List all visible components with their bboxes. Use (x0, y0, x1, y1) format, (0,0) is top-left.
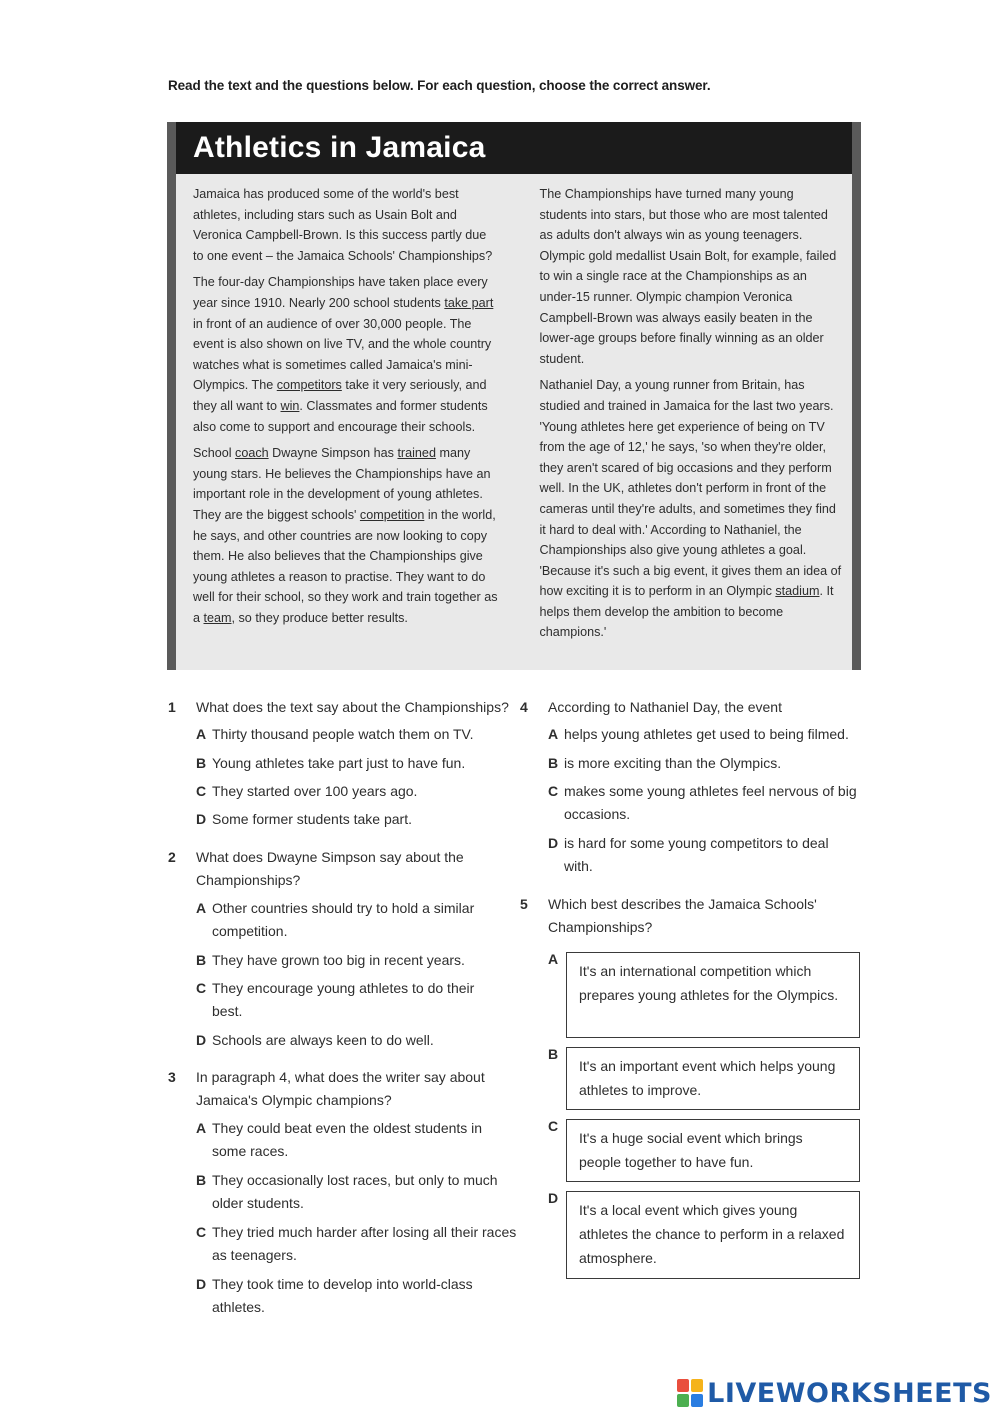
option-text: Schools are always keen to do well. (212, 1032, 434, 1048)
answer-option-1c[interactable] (196, 780, 512, 803)
stem-line: In paragraph 4, what does the writer say about (196, 1069, 485, 1085)
option-box[interactable]: It's a huge social event which brings people together to have fun. (566, 1119, 860, 1182)
option-letter: D (548, 1190, 559, 1206)
answer-option-2b[interactable] (196, 949, 512, 972)
option-box[interactable]: It's a local event which gives young athletes the chance to perform in a relaxed atmosphere. (566, 1191, 860, 1279)
underlined-word: take part (444, 295, 494, 310)
answer-option-2d[interactable] (196, 1029, 512, 1052)
text-run: Nathaniel Day, a young runner from Britain, has studied and trained in Jamaica for the last two years. 'Young athletes here get experience of being on TV from the age of 12,' he says, 'so when they're older, they aren't scared of big occasions and they perform well. In the UK, athletes don't perform in front of the cameras until they're adults, and sometimes they find it hard to deal with.' According to Nathaniel, the Championships also give young athletes a goal. 'Because it's such a big event, it gives them an idea of how exciting it is to perform in an Olympic (539, 378, 842, 599)
question-stem: What does the text say about the Championships? (196, 699, 509, 715)
option-text: makes some young athletes feel nervous of big occasions. (564, 783, 857, 822)
option-text: They could beat even the oldest students in some races. (212, 1120, 483, 1159)
option-letter: C (548, 783, 559, 799)
liveworksheets-logo[interactable] (677, 1376, 992, 1410)
option-text: Some former students take part. (212, 811, 412, 827)
option-text: helps young athletes get used to being filmed. (564, 726, 849, 742)
logo-square (691, 1379, 703, 1392)
question-1 (168, 696, 508, 836)
stem-line: Jamaica's Olympic champions? (196, 1092, 392, 1108)
option-text: They started over 100 years ago. (212, 783, 418, 799)
option-box[interactable]: It's an international competition which prepares young athletes for the Olympics. (566, 952, 860, 1038)
option-letter: A (548, 726, 559, 742)
option-letter: A (196, 726, 207, 742)
paragraph-1: Jamaica has produced some of the world's best athletes, including stars such as Usain Bolt and Veronica Campbell-Brown. Is this success partly due to one event – the Jamaica Schools' Championships? (193, 187, 493, 263)
question-3 (168, 1066, 518, 1316)
article-title: Athletics in Jamaica (176, 122, 852, 174)
logo-square (691, 1394, 703, 1407)
answer-option-1a[interactable] (196, 723, 512, 746)
option-text: Young athletes take part just to have fun. (212, 755, 466, 771)
question-stem (548, 893, 817, 939)
underlined-word: competition (359, 507, 425, 522)
question-5 (520, 893, 868, 953)
stem-line: What does Dwayne Simpson say about the (196, 849, 464, 865)
question-2 (168, 846, 508, 1056)
text-run: , so they produce better results. (231, 610, 408, 625)
answer-option-1d[interactable] (196, 808, 512, 831)
underlined-word: win (280, 398, 300, 413)
answer-option-3c[interactable] (196, 1221, 522, 1267)
stem-line: Championships? (196, 872, 301, 888)
text-run: The four-day Championships have taken place every year since 1910. Nearly 200 school students (193, 275, 488, 310)
option-letter: C (548, 1118, 559, 1134)
underlined-word: team (203, 610, 232, 625)
option-letter: B (196, 952, 207, 968)
paragraph-3 (193, 443, 498, 628)
underlined-word: stadium (775, 584, 820, 599)
option-letter: C (196, 783, 207, 799)
option-letter: A (196, 1120, 207, 1136)
option-letter: C (196, 1224, 207, 1240)
underlined-word: coach (235, 446, 269, 461)
stem-line: Championships? (548, 919, 653, 935)
article-panel (167, 122, 861, 670)
option-box[interactable]: It's an important event which helps young athletes to improve. (566, 1047, 860, 1110)
questions-section (168, 696, 868, 1336)
question-number: 5 (520, 896, 528, 912)
option-letter: B (196, 755, 207, 771)
option-letter: D (196, 1276, 207, 1292)
paragraph-5 (540, 375, 845, 643)
option-text: They occasionally lost races, but only to much older students. (212, 1172, 498, 1211)
option-text: They encourage young athletes to do their best. (212, 980, 475, 1019)
paragraph-4: The Championships have turned many young students into stars, but those who are most talented as adults don't always win as young teenagers. Olympic gold medallist Usain Bolt, for example, failed to win a single race at the Championships as an under-15 runner. Olympic champion Veronica Campbell-Brown was always easily beaten in the lower-age groups before finally winning as an older student. (539, 187, 837, 366)
option-letter: D (548, 835, 559, 851)
answer-option-2a[interactable] (196, 897, 512, 943)
text-run: Dwayne Simpson has (268, 446, 398, 461)
answer-option-1b[interactable] (196, 752, 512, 775)
option-letter: B (548, 755, 559, 771)
option-letter: B (196, 1172, 207, 1188)
option-text: Thirty thousand people watch them on TV. (212, 726, 474, 742)
paragraph-2 (193, 272, 498, 437)
text-run: many young stars. He believes the Championships have an important role in the development of young athletes. They are the biggest schools' (193, 446, 491, 522)
question-stem: According to Nathaniel Day, the event (548, 699, 782, 715)
text-run: . It helps them develop the ambition to become champions.' (539, 584, 834, 640)
option-letter: B (548, 1046, 559, 1062)
answer-option-3a[interactable] (196, 1117, 517, 1163)
answer-option-2c[interactable] (196, 977, 487, 1023)
text-run: . Classmates and former students also come to support and encourage their schools. (193, 398, 488, 434)
answer-option-4b[interactable] (548, 752, 884, 775)
text-run: in front of an audience of over 30,000 people. The event is also shown on live TV, and the whole country watches what is sometimes called Jamaica's mini-Olympics. The (193, 316, 492, 393)
option-text: They have grown too big in recent years. (212, 952, 465, 968)
option-text: is more exciting than the Olympics. (564, 755, 782, 771)
text-run: in the world, he says, and other countries are now looking to copy them. He also believes that the Championships give young athletes a reason to practise. They want to do well for their school, so they work and train together as a (193, 507, 498, 625)
option-letter: D (196, 1032, 207, 1048)
answer-option-3b[interactable] (196, 1169, 502, 1215)
liveworksheets-logo-icon (677, 1379, 703, 1407)
question-number: 2 (168, 849, 176, 865)
question-stem (196, 1066, 485, 1112)
option-text: Other countries should try to hold a similar competition. (212, 900, 475, 939)
logo-square (677, 1394, 689, 1407)
option-text: is hard for some young competitors to deal with. (564, 835, 829, 874)
answer-option-4a[interactable] (548, 723, 884, 746)
text-run: take it very seriously, and they all want to (193, 378, 487, 413)
option-letter: A (196, 900, 207, 916)
logo-square (677, 1379, 689, 1392)
question-number: 1 (168, 699, 176, 715)
underlined-word: competitors (276, 378, 342, 393)
underlined-word: trained (397, 446, 436, 461)
question-number: 4 (520, 699, 528, 715)
text-run: School (193, 446, 236, 461)
option-letter: C (196, 980, 207, 996)
instructions: Read the text and the questions below. For each question, choose the correct answer. (168, 78, 711, 93)
option-letter: A (548, 951, 559, 967)
stem-line: Which best describes the Jamaica Schools' (548, 896, 817, 912)
question-4 (520, 696, 868, 886)
answer-option-3d[interactable] (196, 1273, 517, 1319)
answer-option-4c[interactable] (548, 780, 884, 826)
answer-option-4d[interactable] (548, 832, 854, 878)
logo-text: LIVEWORKSHEETS (707, 1377, 992, 1409)
option-letter: D (196, 811, 207, 827)
question-number: 3 (168, 1069, 176, 1085)
article-body (193, 184, 844, 666)
option-text: They tried much harder after losing all their races as teenagers. (212, 1224, 517, 1263)
option-text: They took time to develop into world-class athletes. (212, 1276, 473, 1315)
question-stem (196, 846, 464, 892)
